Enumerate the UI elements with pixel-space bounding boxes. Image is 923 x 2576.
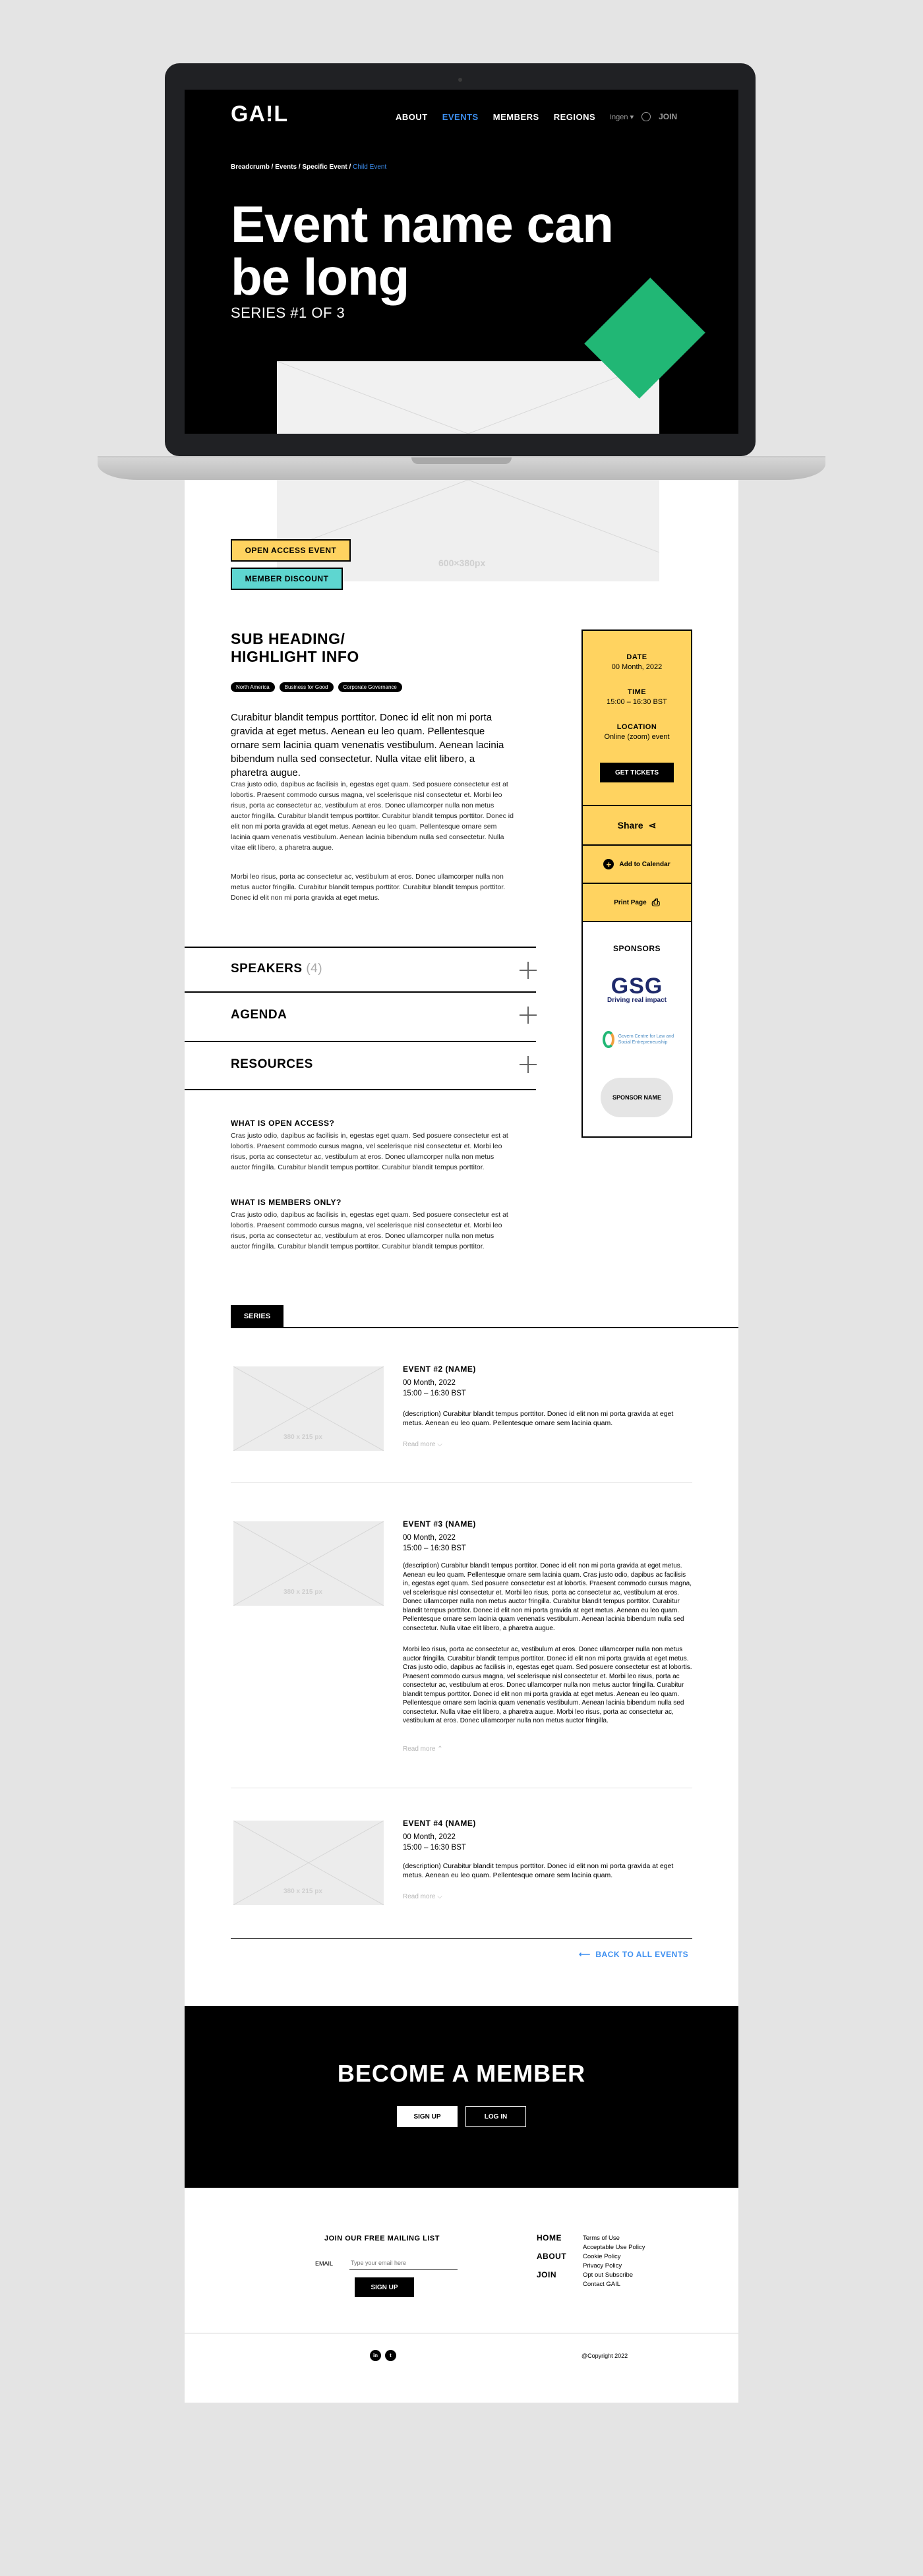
expand-plus-icon[interactable] <box>520 1007 537 1024</box>
nav-events[interactable]: EVENTS <box>442 112 479 122</box>
time-label: TIME <box>627 688 647 696</box>
expand-plus-icon[interactable] <box>520 962 537 979</box>
accordion-divider <box>185 1089 536 1090</box>
printer-icon: ⎙ <box>651 896 660 908</box>
govern-logo-text: Govern Centre for Law and Social Entrepreneurship <box>618 1034 674 1045</box>
hero-image-placeholder-lower <box>277 480 659 581</box>
image-size-caption: 380 x 215 px <box>283 1434 322 1441</box>
read-more-label: Read more <box>403 1745 436 1753</box>
footer-link-acceptable-use[interactable]: Acceptable Use Policy <box>583 2244 645 2251</box>
footer-link-opt-out[interactable]: Opt out Subscribe <box>583 2271 634 2279</box>
breadcrumb-current: Child Event <box>353 163 387 171</box>
footer-nav-home[interactable]: HOME <box>537 2233 562 2242</box>
chip-topic[interactable]: Business for Good <box>280 682 334 692</box>
back-label: BACK TO ALL EVENTS <box>595 1950 689 1959</box>
hero-section <box>185 90 738 434</box>
event-description: (description) Curabitur blandit tempus porttitor. Donec id elit non mi porta gravida at eget metus. Aenean eu leo quam. Pellentesque ornare sem lacinia quam. <box>403 1410 674 1427</box>
user-icon[interactable] <box>641 112 651 121</box>
footer-link-cookie[interactable]: Cookie Policy <box>583 2253 621 2260</box>
footer-link-privacy[interactable]: Privacy Policy <box>583 2262 622 2269</box>
event-title[interactable]: EVENT #3 (NAME) <box>403 1519 476 1529</box>
get-tickets-button[interactable]: GET TICKETS <box>600 763 674 782</box>
location-label: LOCATION <box>616 723 657 731</box>
sponsors-title: SPONSORS <box>612 944 661 953</box>
gsg-logo-mark: GSG <box>610 974 663 999</box>
chevron-down-icon: ⌵ <box>437 1893 442 1900</box>
become-member-title: BECOME A MEMBER <box>337 2060 586 2087</box>
series-end-divider <box>231 1938 692 1939</box>
member-login-button[interactable]: LOG IN <box>465 2106 526 2127</box>
gsg-tagline: Driving real impact <box>607 997 667 1004</box>
print-page-button[interactable] <box>583 884 691 922</box>
event-details-box <box>583 631 691 806</box>
member-signup-button[interactable]: SIGN UP <box>397 2106 458 2127</box>
placeholder-cross-icon <box>277 361 659 434</box>
accordion-divider <box>185 947 536 948</box>
event-image-placeholder[interactable] <box>233 1366 384 1451</box>
event-time: 15:00 – 16:30 BST <box>403 1544 466 1552</box>
read-more-link[interactable] <box>403 1893 442 1900</box>
mailing-list-title: JOIN OUR FREE MAILING LIST <box>324 2235 440 2242</box>
main-nav <box>396 112 595 122</box>
accordion-resources[interactable]: RESOURCES <box>231 1057 313 1071</box>
event-description: (description) Curabitur blandit tempus porttitor. Donec id elit non mi porta gravida at eget metus. Aenean eu leo quam. Pellentesque ornare sem lacinia quam. <box>403 1862 674 1879</box>
share-button[interactable] <box>583 806 691 846</box>
language-select[interactable]: Ingen ▾ <box>610 113 634 121</box>
chevron-down-icon: ⌵ <box>437 1441 442 1448</box>
share-icon: ⋖ <box>648 819 657 831</box>
faq-open-access-answer: Cras justo odio, dapibus ac facilisis in, egestas eget quam. Sed posuere consectetur est at lobortis. Praesent commodo cursus magna, vel scelerisque nisl consectetur et. Morbi leo risus, porta ac consectetur ac, vestibulum at eros. Donec ullamcorper nulla non metus auctor fringilla. Curabitur blandit tempus porttitor. Curabitur blandit tempus porttitor. <box>231 1132 508 1171</box>
chevron-up-icon: ⌃ <box>437 1745 443 1753</box>
camera-icon <box>458 78 462 82</box>
event-description: (description) Curabitur blandit tempus porttitor. Donec id elit non mi porta gravida at eget metus. Aenean eu leo quam. Pellentesque ornare sem lacinia quam. Cras justo odio, dapibus ac facilisis in, egestas eget quam. Sed posuere consectetur est at lobortis. Praesent commodo cursus magna, vel scelerisque nisl consectetur et. Morbi leo risus, porta ac consectetur ac, vestibulum at eros. Donec ullamcorper nulla non metus auctor fringilla. Curabitur blandit tempus porttitor. Curabitur blandit tempus porttitor. Donec id elit non mi porta gravida at eget metus. Aenean eu leo quam. Pellentesque ornare sem lacinia quam venenatis vestibulum. Aenean lacinia bibendum nulla sed consectetur. Nulla vitae elit libero, a pharetra augue. <box>403 1562 692 1632</box>
hero-image-placeholder <box>277 361 659 434</box>
footer-nav-about[interactable]: ABOUT <box>537 2252 567 2261</box>
copyright: @Copyright 2022 <box>581 2353 628 2359</box>
read-more-label: Read more <box>403 1893 436 1900</box>
accordion-divider <box>185 991 536 993</box>
email-input[interactable] <box>349 2256 458 2269</box>
event-image-placeholder[interactable] <box>233 1821 384 1905</box>
join-link[interactable]: JOIN <box>659 112 678 121</box>
accordion-divider <box>185 1041 536 1042</box>
event-separator <box>231 1482 692 1483</box>
email-label: EMAIL <box>315 2260 334 2267</box>
series-indicator: SERIES #1 OF 3 <box>231 305 345 321</box>
event-title[interactable]: EVENT #4 (NAME) <box>403 1819 476 1828</box>
accordion-agenda[interactable]: AGENDA <box>231 1008 287 1022</box>
event-date: 00 Month, 2022 <box>403 1534 456 1542</box>
image-size-caption: 600×380px <box>438 558 486 568</box>
faq-open-access-question: WHAT IS OPEN ACCESS? <box>231 1119 335 1128</box>
govern-logo-icon <box>603 1031 614 1048</box>
govern-centre-sponsor-logo[interactable] <box>603 1031 675 1048</box>
nav-members[interactable]: MEMBERS <box>492 112 539 122</box>
location-value: Online (zoom) event <box>604 733 670 741</box>
event-info-sidebar <box>581 629 692 1138</box>
event-date: 00 Month, 2022 <box>403 1379 456 1387</box>
nav-regions[interactable]: REGIONS <box>553 112 596 122</box>
expand-plus-icon[interactable] <box>520 1056 537 1073</box>
series-tab[interactable]: SERIES <box>231 1305 283 1328</box>
site-logo[interactable]: GA!L <box>231 102 289 127</box>
event-time: 15:00 – 16:30 BST <box>403 1390 466 1397</box>
sub-heading: SUB HEADING/ HIGHLIGHT INFO <box>231 630 359 665</box>
topic-chips <box>231 682 402 692</box>
faq-members-only-answer: Cras justo odio, dapibus ac facilisis in, egestas eget quam. Sed posuere consectetur est at lobortis. Praesent commodo cursus magna, vel scelerisque nisl consectetur et. Morbi leo risus, porta ac consectetur ac, vestibulum at eros. Donec ullamcorper nulla non metus auctor fringilla. Curabitur blandit tempus porttitor. Curabitur blandit tempus porttitor. <box>231 1211 508 1250</box>
add-to-calendar-button[interactable] <box>583 846 691 884</box>
twitter-icon[interactable]: t <box>385 2350 396 2361</box>
body-paragraph: Morbi leo risus, porta ac consectetur ac, vestibulum at eros. Donec ullamcorper nulla non metus auctor fringilla. Curabitur blandit tempus porttitor. Curabitur blandit tempus porttitor. Donec id elit non mi porta gravida at eget metus. <box>231 873 506 902</box>
image-size-caption: 380 x 215 px <box>283 1888 322 1895</box>
print-label: Print Page <box>614 898 647 906</box>
nav-about[interactable]: ABOUT <box>396 112 428 122</box>
linkedin-icon[interactable]: in <box>370 2350 381 2361</box>
back-to-all-events-link[interactable] <box>579 1950 688 1959</box>
read-more-link[interactable] <box>403 1441 442 1448</box>
footer-link-terms[interactable]: Terms of Use <box>583 2235 620 2242</box>
accordion-speakers-title: SPEAKERS <box>231 962 303 976</box>
breadcrumb <box>231 163 386 171</box>
event-image-placeholder[interactable] <box>233 1521 384 1606</box>
time-value: 15:00 – 16:30 BST <box>607 698 667 706</box>
share-label: Share <box>617 820 643 831</box>
laptop-notch <box>411 457 512 464</box>
chip-region[interactable]: North America <box>231 682 275 692</box>
gsg-sponsor-logo[interactable] <box>603 974 671 1004</box>
date-label: DATE <box>626 653 647 661</box>
event-title[interactable]: EVENT #2 (NAME) <box>403 1364 476 1374</box>
event-title: Event name can be long <box>231 195 613 306</box>
sponsor-name-placeholder[interactable]: SPONSOR NAME <box>601 1078 673 1117</box>
read-less-link[interactable] <box>403 1745 443 1753</box>
add-to-calendar-label: Add to Calendar <box>619 860 670 868</box>
date-value: 00 Month, 2022 <box>611 663 663 671</box>
accordion-speakers[interactable] <box>231 962 322 976</box>
body-paragraph: Cras justo odio, dapibus ac facilisis in, egestas eget quam. Sed posuere consectetur est at lobortis. Praesent commodo cursus magna, vel scelerisque nisl consectetur et. Morbi leo risus, porta ac consectetur ac, vestibulum at eros. Donec ullamcorper nulla non metus auctor fringilla. Curabitur blandit tempus porttitor. Curabitur blandit tempus porttitor. Donec id elit non mi porta gravida at eget metus. Aenean eu leo quam. Pellentesque ornare sem lacinia quam venenatis vestibulum. Aenean lacinia bibendum nulla sed consectetur. Nulla vitae elit libero, a pharetra augue. <box>231 780 514 852</box>
header-account <box>610 112 677 121</box>
plus-icon: + <box>603 859 614 869</box>
faq-members-only-question: WHAT IS MEMBERS ONLY? <box>231 1198 342 1207</box>
mailing-signup-button[interactable]: SIGN UP <box>355 2277 414 2297</box>
become-member-section <box>185 2006 738 2188</box>
lead-paragraph: Curabitur blandit tempus porttitor. Donec id elit non mi porta gravida at eget metus. Aenean eu leo quam. Pellentesque ornare sem lacinia quam venenatis vestibulum. Aenean lacinia bibendum nulla sed consectetur. Nulla vitae elit libero, a pharetra augue. <box>231 712 504 778</box>
open-access-tag[interactable]: OPEN ACCESS EVENT <box>231 539 351 562</box>
event-date: 00 Month, 2022 <box>403 1833 456 1841</box>
member-discount-tag[interactable]: MEMBER DISCOUNT <box>231 568 343 590</box>
event-description-more: Morbi leo risus, porta ac consectetur ac, vestibulum at eros. Donec ullamcorper nulla non metus auctor fringilla. Curabitur blandit tempus porttitor. Donec id elit non mi porta gravida at eget metus. Cras justo odio, dapibus ac facilisis in, egestas eget quam. Sed posuere consectetur est at lobortis. Praesent commodo cursus magna, vel scelerisque nisl consectetur et. Morbi leo risus, porta ac consectetur ac, vestibulum at eros. Donec ullamcorper nulla non metus auctor fringilla. Curabitur blandit tempus porttitor. Donec id elit non mi porta gravida at eget metus. Aenean eu leo quam. Pellentesque ornare sem lacinia quam venenatis vestibulum. Aenean lacinia bibendum nulla sed consectetur. Nulla vitae elit libero, a pharetra augue. Morbi leo risus, porta ac consectetur ac, vestibulum at eros. Donec ullamcorper nulla non metus auctor fringilla. <box>403 1646 692 1724</box>
footer-link-contact[interactable]: Contact GAIL <box>583 2281 621 2288</box>
image-size-caption: 380 x 215 px <box>283 1589 322 1596</box>
event-time: 15:00 – 16:30 BST <box>403 1844 466 1852</box>
chip-topic[interactable]: Corporate Governance <box>338 682 402 692</box>
read-more-label: Read more <box>403 1441 436 1448</box>
footer-nav-join[interactable]: JOIN <box>537 2270 557 2279</box>
series-divider <box>231 1327 738 1328</box>
arrow-left-icon: ⟵ <box>579 1950 591 1959</box>
speakers-count: (4) <box>306 962 323 976</box>
breadcrumb-path[interactable]: Breadcrumb / Events / Specific Event / <box>231 163 353 171</box>
